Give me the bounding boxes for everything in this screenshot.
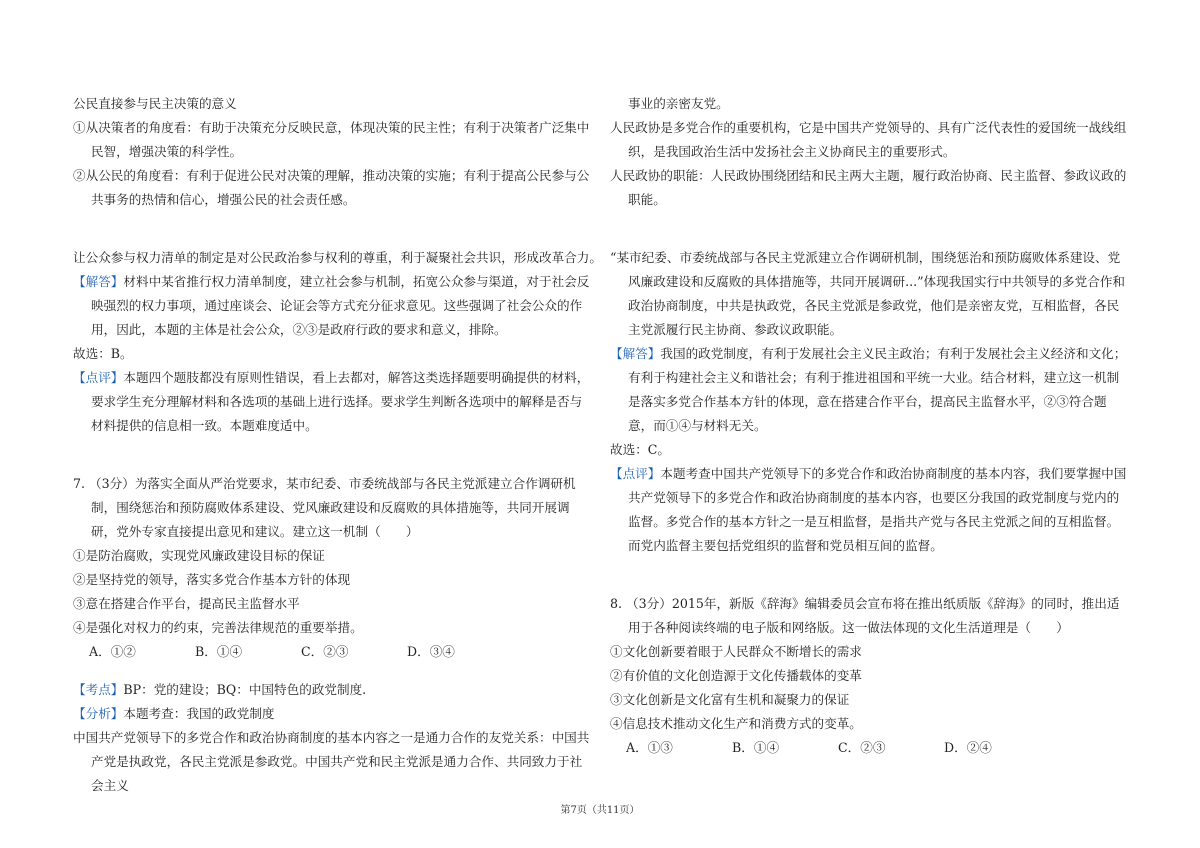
right-column [610,92,1128,760]
comment-text: 本题四个题肢都没有原则性错误，看上去都对，解答这类选择题要明确提供的材料，要求学生充分理解材料和各选项的基础上进行选择。要求学生判断各选项中的解释是否与材料提供的信息相一致。本题难度适中。 [91,370,590,433]
paragraph: 事业的亲密友党。 [628,96,729,111]
analysis-tag: 【分析】 [73,706,124,721]
choice-row [610,736,1128,760]
choice-b: B．①④ [195,644,243,659]
paragraph: ②从公民的角度看：有利于促进公民对决策的理解，推动决策的实施；有利于提高公民参与公共事务的热情和信心，增强公民的社会责任感。 [73,168,590,207]
paragraph: “某市纪委、市委统战部与各民主党派建立合作调研机制，围绕惩治和预防腐败体系建设、党风廉政建设和反腐败的具体措施等，共同开展调研...”体现我国实行中共领导的多党合作和政治协商制度，中共是执政党，各民主党派是参政党，他们是亲密友党，互相监督，各民主党派履行民主协商、参政议政职能。 [610,250,1126,337]
analysis-body: 中国共产党领导下的多党合作和政治协商制度的基本内容之一是通力合作的友党关系：中国共产党是执政党，各民主党派是参政党。中国共产党和民主党派是通力合作、共同致力于社会主义 [73,730,590,793]
analysis-heading [73,702,591,726]
choice-row [73,640,591,664]
answer-block [73,270,591,342]
paragraph: 人民政协的职能：人民政协围绕团结和民主两大主题，履行政治协商、民主监督、参政议政的职能。 [610,168,1127,207]
section-heading: 公民直接参与民主决策的意义 [73,96,237,111]
question-option: ③意在搭建合作平台，提高民主监督水平 [73,596,300,611]
knowledge-point [73,678,591,702]
question-option: ④信息技术推动文化生产和消费方式的变革。 [610,716,862,731]
question-stem: 8. （3分）2015年，新版《辞海》编辑委员会宣布将在推出纸质版《辞海》的同时，推出适用于各种阅读终端的电子版和网络版。这一做法体现的文化生活道理是（ ） [610,596,1120,635]
answer-block [610,342,1128,438]
comment-tag: 【点评】 [73,370,124,385]
choice-c: C．②③ [838,740,886,755]
analysis-text: 本题考查：我国的政党制度 [123,706,275,721]
comment-block [73,366,591,438]
knowledge-tag: 【考点】 [73,682,124,697]
answer-tag: 【解答】 [73,274,124,289]
answer-text: 材料中某省推行权力清单制度，建立社会参与机制，拓宽公众参与渠道，对于社会反映强烈的权力事项，通过座谈会、论证会等方式充分征求意见。这些强调了社会公众的作用，因此，本题的主体是社会公众，②③是政府行政的要求和意义，排除。 [91,274,590,337]
left-column [73,92,602,798]
choice-a: A．①③ [626,740,673,755]
choice-d: D．②④ [944,740,992,755]
choice-c: C．②③ [301,644,349,659]
paragraph: 人民政协是多党合作的重要机构，它是中国共产党领导的、具有广泛代表性的爱国统一战线组织，是我国政治生活中发扬社会主义协商民主的重要形式。 [610,120,1127,159]
knowledge-text: BP：党的建设；BQ：中国特色的政党制度. [123,682,367,697]
comment-block [610,462,1128,558]
paragraph: ①从决策者的角度看：有助于决策充分反映民意，体现决策的民主性；有利于决策者广泛集中民智，增强决策的科学性。 [73,120,590,159]
question-stem: 7. （3分）为落实全面从严治党要求，某市纪委、市委统战部与各民主党派建立合作调研机制，围绕惩治和预防腐败体系建设、党风廉政建设和反腐败的具体措施等，共同开展调研，党外专家直接提出意见和建议。建立这一机制（ ） [73,476,576,539]
question-option: ②有价值的文化创造源于文化传播载体的变革 [610,668,862,683]
comment-text: 本题考查中国共产党领导下的多党合作和政治协商制度的基本内容，我们要掌握中国共产党领导下的多党合作和政治协商制度的基本内容，也要区分我国的政党制度与党内的监督。多党合作的基本方针之一是互相监督，是指共产党与各民主党派之间的互相监督。而党内监督主要包括党组织的监督和党员相互间的监督。 [628,466,1127,553]
choice-b: B．①④ [732,740,780,755]
choice-d: D．③④ [407,644,455,659]
answer-choice: 故选：B。 [73,346,133,361]
choice-a: A．①② [89,644,136,659]
answer-choice: 故选：C。 [610,442,671,457]
question-option: ①是防治腐败，实现党风廉政建设目标的保证 [73,548,325,563]
question-option: ②是坚持党的领导，落实多党合作基本方针的体现 [73,572,351,587]
question-option: ④是强化对权力的约束，完善法律规范的重要举措。 [73,620,363,635]
paragraph: 让公众参与权力清单的制定是对公民政治参与权利的尊重，利于凝聚社会共识，形成改革合力。 [73,250,602,265]
answer-tag: 【解答】 [610,346,661,361]
page-number: 第7页（共11页） [560,805,640,816]
comment-tag: 【点评】 [610,466,661,481]
answer-text: 我国的政党制度，有利于发展社会主义民主政治；有利于发展社会主义经济和文化；有利于构建社会主义和谐社会；有利于推进祖国和平统一大业。结合材料，建立这一机制是落实多党合作基本方针的体现，意在搭建合作平台，提高民主监督水平，②③符合题意，而①④与材料无关。 [628,346,1127,433]
question-option: ③文化创新是文化富有生机和凝聚力的保证 [610,692,850,707]
question-option: ①文化创新要着眼于人民群众不断增长的需求 [610,644,862,659]
